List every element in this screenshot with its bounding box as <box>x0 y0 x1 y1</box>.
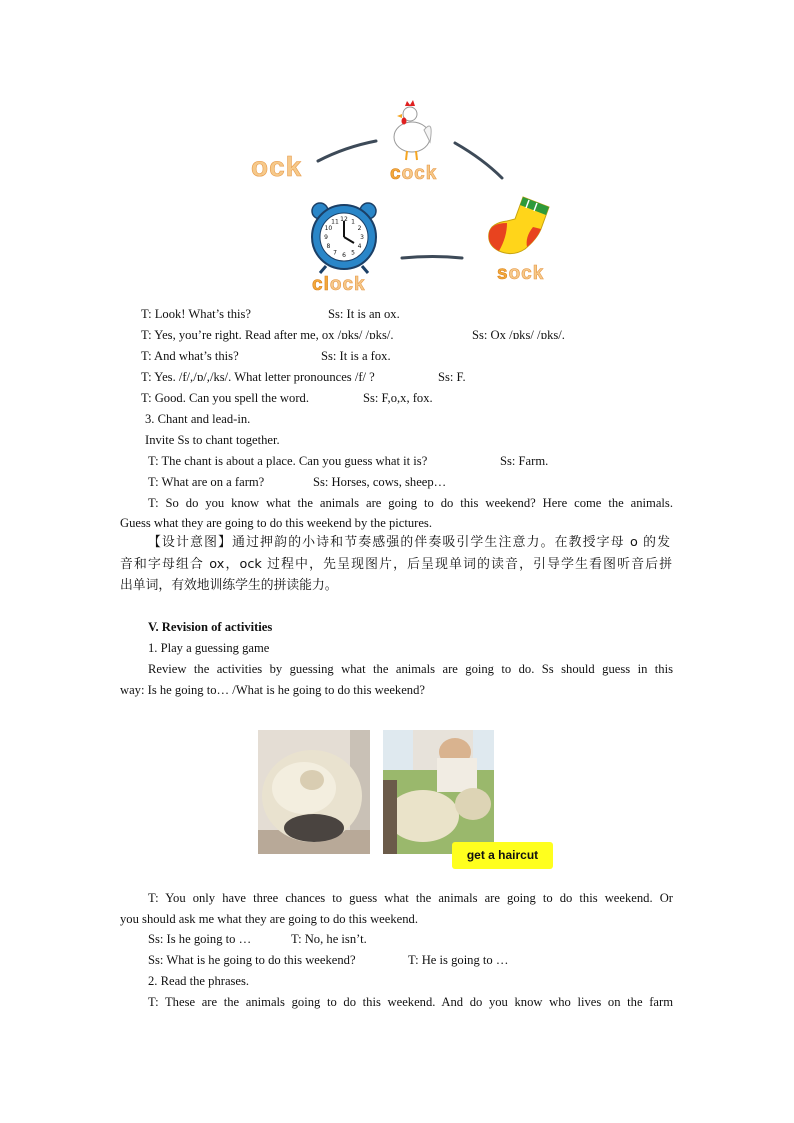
dialogue-line: T: Yes, you’re right. Read after me, ox /ɒks/ /ɒks/. <box>141 328 394 342</box>
clock-number: 9 <box>324 234 328 241</box>
section-title: V. Revision of activities <box>148 620 273 634</box>
clock-number: 12 <box>340 216 348 223</box>
word-clock: clock <box>312 274 366 295</box>
dialogue-line: Ss: Is he going to … <box>148 932 252 946</box>
dialogue-line: Ss: What is he going to do this weekend? <box>148 953 356 967</box>
clock-number: 4 <box>357 243 362 250</box>
list-item: 1. Play a guessing game <box>148 641 270 655</box>
dialogue-line: T: And what’s this? <box>141 349 239 363</box>
clock-number: 11 <box>331 218 339 226</box>
haircut-label: get a haircut <box>452 842 553 869</box>
dialogue-reply: T: He is going to … <box>408 953 509 967</box>
dialogue-line: T: What are on a farm? <box>148 475 265 489</box>
paragraph-line: T: These are the animals going to do this weekend. And do you know who lives on the farm <box>148 995 673 1009</box>
sock-icon <box>489 197 549 254</box>
arrow-right <box>455 143 502 178</box>
dialogue-reply: Ss: F. <box>438 370 466 384</box>
clock-number: 5 <box>351 249 355 257</box>
word-cock: cock <box>390 163 438 184</box>
design-intent-line: 【设计意图】通过押韵的小诗和节奏感强的伴奏吸引学生注意力。在教授字母 o 的发 <box>148 535 670 550</box>
dialogue-reply: Ss: It is an ox. <box>328 307 400 321</box>
arrow-bottom <box>402 257 462 259</box>
dialogue-line: T: Look! What’s this? <box>141 307 252 321</box>
dialogue-reply: Ss: It is a fox. <box>321 349 391 363</box>
clock-number: 3 <box>360 234 364 241</box>
paragraph-line: Guess what they are going to do this weekend by the pictures. <box>120 516 432 530</box>
clock-number: 1 <box>351 218 355 226</box>
dialogue-line: T: Yes. /f/,/ɒ/,/ks/. What letter pronounces /f/ ? <box>141 370 375 384</box>
clock-number: 8 <box>326 243 331 250</box>
clock-icon <box>312 203 376 273</box>
dialogue-reply: T: No, he isn’t. <box>291 932 367 946</box>
shearing-photo <box>383 730 494 854</box>
word-ock: ock <box>251 151 303 182</box>
clock-number: 2 <box>357 225 362 232</box>
dialogue-reply: Ss: Farm. <box>500 454 549 468</box>
dialogue-line: T: Good. Can you spell the word. <box>141 391 309 405</box>
paragraph-line: Review the activities by guessing what the animals are going to do. Ss should guess in this <box>148 662 673 676</box>
chant-heading: 3. Chant and lead-in. <box>145 412 251 426</box>
paragraph-line: you should ask me what they are going to do this weekend. <box>120 912 418 926</box>
dialogue-line: T: The chant is about a place. Can you guess what it is? <box>148 454 428 468</box>
clock-number: 7 <box>333 249 337 257</box>
design-intent-line: 出单词，有效地训练学生的拼读能力。 <box>120 578 338 593</box>
clock-number: 10 <box>324 225 333 232</box>
paragraph-line: T: You only have three chances to guess what the animals are going to do this weekend. Or <box>148 891 673 905</box>
clock-number: 6 <box>342 252 346 259</box>
paragraph-line: way: Is he going to… /What is he going to do this weekend? <box>120 683 425 697</box>
sheep-photo <box>258 730 370 854</box>
design-intent-line: 音和字母组合 ox，ock 过程中，先呈现图片，后呈现单词的读音，引导学生看图听音后拼 <box>120 557 672 572</box>
dialogue-reply: Ss: F,o,x, fox. <box>363 391 433 405</box>
arrow-left <box>318 141 376 161</box>
paragraph-line: T: So do you know what the animals are going to do this weekend? Here come the animals. <box>148 496 673 510</box>
dialogue-reply: Ss: Horses, cows, sheep… <box>313 475 447 489</box>
word-sock: sock <box>497 263 545 284</box>
list-item: 2. Read the phrases. <box>148 974 250 988</box>
rooster-icon <box>394 100 431 160</box>
chant-invite: Invite Ss to chant together. <box>145 433 280 447</box>
dialogue-reply: Ss: Ox /ɒks/ /ɒks/. <box>472 328 565 342</box>
